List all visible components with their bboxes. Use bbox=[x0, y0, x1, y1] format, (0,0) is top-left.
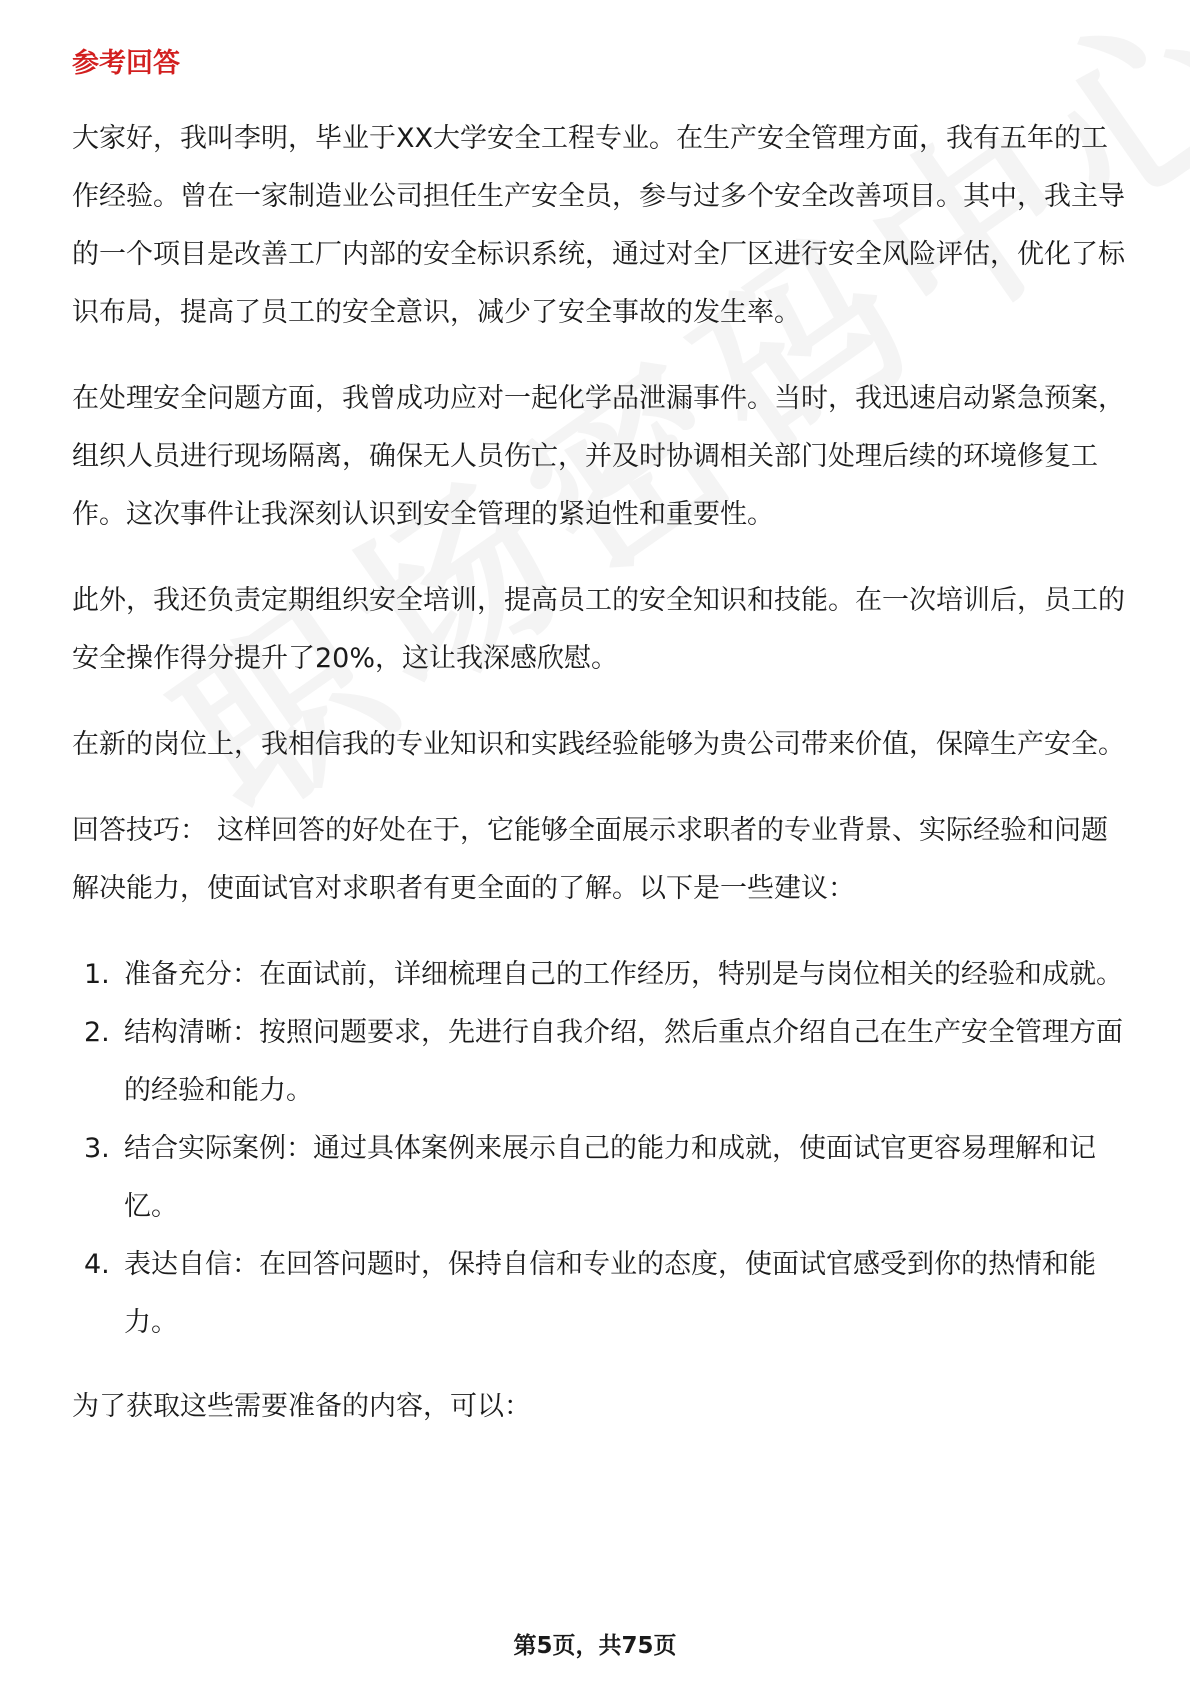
list-item-text: 结合实际案例：通过具体案例来展示自己的能力和成就，使面试官更容易理解和记忆。 bbox=[124, 1133, 1096, 1222]
page-number-footer: 第5页，共75页 bbox=[513, 1633, 677, 1659]
list-item-text: 表达自信：在回答问题时，保持自信和专业的态度，使面试官感受到你的热情和能力。 bbox=[124, 1249, 1096, 1338]
tips-label: 回答技巧： bbox=[72, 815, 207, 846]
tips-list bbox=[72, 946, 1128, 1352]
paragraph: 大家好，我叫李明，毕业于XX大学安全工程专业。在生产安全管理方面，我有五年的工作经验。曾在一家制造业公司担任生产安全员，参与过多个安全改善项目。其中，我主导的一个项目是改善工厂内部的安全标识系统，通过对全厂区进行安全风险评估，优化了标识布局，提高了员工的安全意识，减少了安全事故的发生率。 bbox=[72, 123, 1125, 328]
closing-paragraph: 为了获取这些需要准备的内容，可以： bbox=[72, 1391, 531, 1422]
list-item-text: 结构清晰：按照问题要求，先进行自我介绍，然后重点介绍自己在生产安全管理方面的经验和能力。 bbox=[124, 1017, 1123, 1106]
list-item bbox=[72, 1236, 1128, 1352]
paragraph: 在新的岗位上，我相信我的专业知识和实践经验能够为贵公司带来价值，保障生产安全。 bbox=[72, 729, 1125, 760]
list-item-number: 1. bbox=[84, 959, 110, 990]
paragraph: 在处理安全问题方面，我曾成功应对一起化学品泄漏事件。当时，我迅速启动紧急预案，组织人员进行现场隔离，确保无人员伤亡，并及时协调相关部门处理后续的环境修复工作。这次事件让我深刻认识到安全管理的紧迫性和重要性。 bbox=[72, 383, 1125, 530]
tips-paragraph bbox=[72, 802, 1128, 918]
list-item bbox=[72, 1004, 1128, 1120]
list-item bbox=[72, 1120, 1128, 1236]
paragraph: 此外，我还负责定期组织安全培训，提高员工的安全知识和技能。在一次培训后，员工的安全操作得分提升了20%，这让我深感欣慰。 bbox=[72, 585, 1125, 674]
section-title: 参考回答 bbox=[72, 48, 180, 79]
list-item bbox=[72, 946, 1128, 1004]
list-item-text: 准备充分：在面试前，详细梳理自己的工作经历，特别是与岗位相关的经验和成就。 bbox=[124, 959, 1123, 990]
document-body bbox=[72, 44, 1128, 1464]
list-item-number: 3. bbox=[84, 1133, 110, 1164]
list-item-number: 4. bbox=[84, 1249, 110, 1280]
list-item-number: 2. bbox=[84, 1017, 110, 1048]
tips-text: 这样回答的好处在于，它能够全面展示求职者的专业背景、实际经验和问题解决能力，使面试官对求职者有更全面的了解。以下是一些建议： bbox=[72, 815, 1108, 904]
